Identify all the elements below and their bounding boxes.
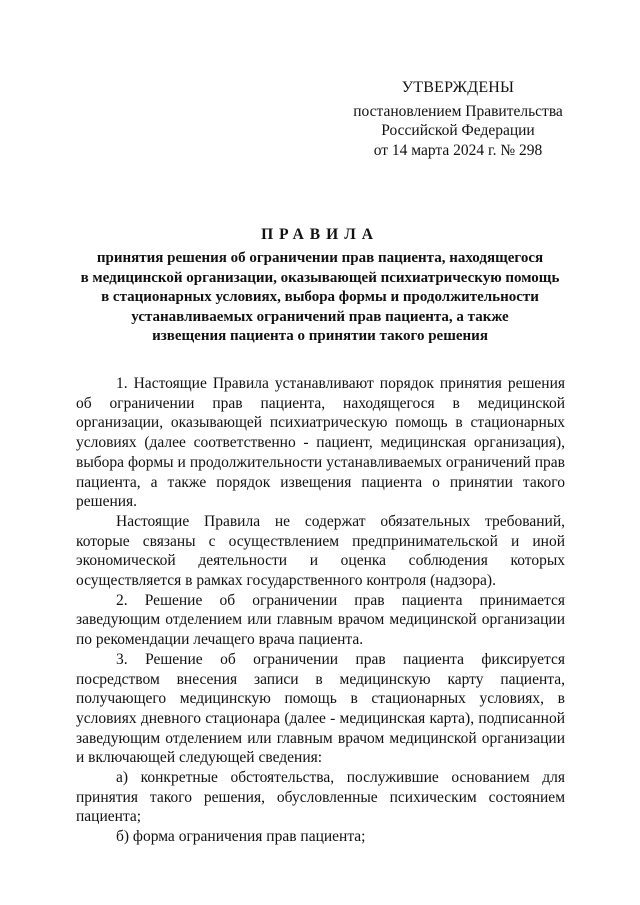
- approval-line-1: постановлением Правительства: [353, 102, 563, 120]
- paragraph-1-note: Настоящие Правила не содержат обязательных требований, которые связаны с осуществлением предпринимательской и иной экономической деятельности и оценка соблюдения которых осуществляется в рамках государственного контроля (надзора).: [76, 512, 565, 590]
- document-title: ПРАВИЛА: [261, 226, 379, 243]
- approval-stamp: [330, 78, 586, 160]
- paragraph-1: 1. Настоящие Правила устанавливают порядок принятия решения об ограничении прав пациента, находящегося в медицинской организации, оказывающей психиатрическую помощь в стационарных условиях (далее соответственно - пациент, медицинская организация), выбора формы и продолжительности устанавливаемых ограничений прав пациента, а также порядок извещения пациента о принятии такого решения.: [76, 375, 565, 511]
- paragraph-3: 3. Решение об ограничении прав пациента фиксируется посредством внесения записи в медицинскую карту пациента, получающего медицинскую помощь в стационарных условиях, в условиях дневного стационара (далее - медицинская карта), подписанной заведующим отделением или главным врачом медицинской организации и включающей следующей сведения:: [76, 650, 565, 767]
- document-subtitle: [62, 249, 578, 347]
- subtitle-line: в стационарных условиях, выбора формы и продолжительности: [101, 289, 539, 306]
- paragraph-3-a: а) конкретные обстоятельства, послужившие основанием для принятия такого решения, обусловленные психическим состоянием пациента;: [76, 769, 565, 826]
- subtitle-line: в медицинской организации, оказывающей психиатрическую помощь: [80, 269, 560, 286]
- approval-heading: УТВЕРЖДЕНЫ: [401, 79, 515, 96]
- subtitle-line: извещения пациента о принятии такого решения: [152, 328, 488, 345]
- subtitle-line: устанавливаемых ограничений прав пациента, а также: [131, 308, 509, 325]
- subtitle-line: принятия решения об ограничении прав пациента, находящегося: [96, 250, 544, 266]
- paragraph-2: 2. Решение об ограничении прав пациента принимается заведующим отделением или главным врачом медицинской организации по рекомендации лечащего врача пациента.: [76, 591, 565, 649]
- paragraph-3-b: б) форма ограничения прав пациента;: [116, 828, 366, 846]
- document-body: [76, 374, 565, 847]
- approval-line-3: от 14 марта 2024 г. № 298: [373, 141, 543, 159]
- approval-line-2: Российской Федерации: [381, 122, 535, 139]
